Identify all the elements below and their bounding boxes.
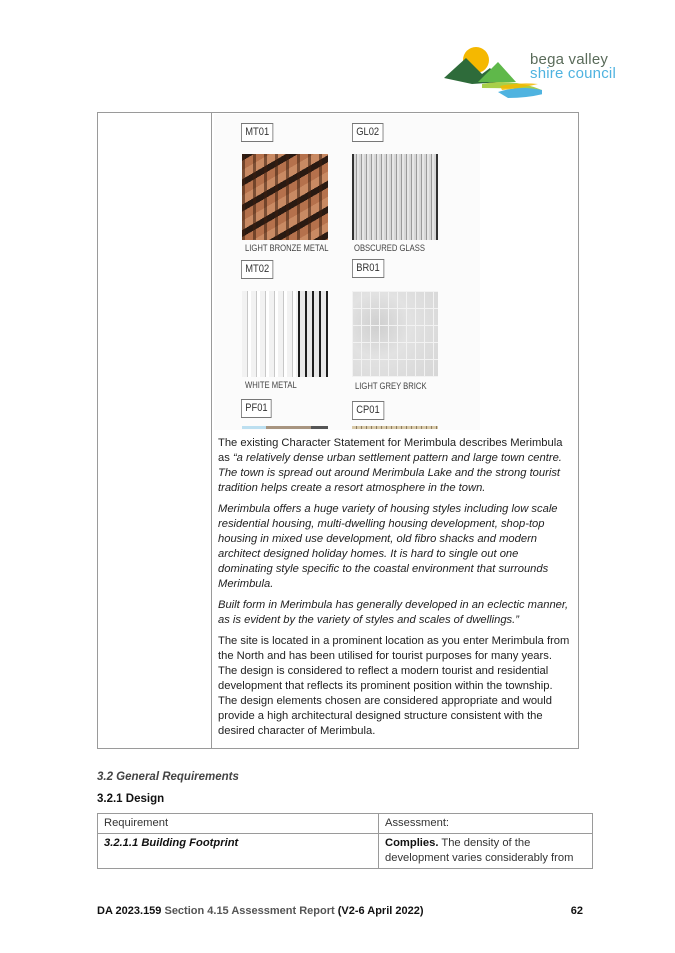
table-header-row <box>98 814 593 834</box>
requirements-table <box>97 813 593 869</box>
paragraph-housing-variety: Merimbula offers a huge variety of housing styles including low scale residential housing, multi-dwelling housing development, shop-top housing in mixed use development, old fibro shacks and modern architect designed holiday homes. It is hard to single out one dominating style specific to the coastal environment that surrounds Merimbula. <box>218 503 558 590</box>
header-assessment: Assessment: <box>379 814 593 834</box>
footer-version: (V2-6 April 2022) <box>337 905 424 917</box>
obscured-glass-swatch <box>352 154 438 240</box>
material-code-br01: BR01 <box>352 259 384 278</box>
landscape-logo-icon <box>442 38 542 106</box>
character-statement-table <box>97 112 579 749</box>
light-bronze-metal-swatch <box>242 154 328 240</box>
cp01-swatch-edge <box>352 426 438 429</box>
material-code-cp01: CP01 <box>352 401 384 420</box>
logo-text-bega-valley: bega valley <box>530 51 609 68</box>
compliance-status: Complies. <box>385 837 439 849</box>
pf01-swatch-edge <box>242 426 328 429</box>
quote-text: “a relatively dense urban settlement pattern and large town centre. The town is spread out around Merimbula Lake and the strong tourist tradition helps create a resort atmosphere in the town. <box>218 452 562 494</box>
material-code-mt01: MT01 <box>241 123 273 142</box>
paragraph-character-statement: The existing Character Statement for Merimbula describes Merimbula as “a relatively dense urban settlement pattern and large town centre. The town is spread out around Merimbula Lake and the strong tourist tradition helps create a resort atmosphere in the town. <box>218 437 563 494</box>
footer-title: Section 4.15 Assessment Report <box>161 905 338 917</box>
materials-palette-image <box>214 114 480 430</box>
paragraph-built-form: Built form in Merimbula has generally developed in an eclectic manner, as is evident by the variety of styles and scales of dwellings.” <box>218 599 569 626</box>
light-grey-brick-swatch <box>352 291 438 377</box>
header-requirement: Requirement <box>98 814 379 834</box>
material-caption: LIGHT GREY BRICK <box>355 381 427 391</box>
character-statement-text <box>218 436 574 745</box>
material-caption: OBSCURED GLASS <box>354 243 426 253</box>
page-footer <box>97 905 583 917</box>
section-heading: 3.2 General Requirements <box>97 771 239 783</box>
logo-text-shire-council: shire council <box>530 65 616 82</box>
footer-doc-id: DA 2023.159 <box>97 905 162 917</box>
assessment-cell: Complies. The density of the development varies considerably from <box>379 834 593 869</box>
paragraph-site-assessment: The site is located in a prominent location as you enter Merimbula from the North and has been utilised for tourist purposes for many years. The design is considered to reflect a modern tourist and residential development that reflects its prominent position within the township. The design elements chosen are considered appropriate and would provide a high architectural designed structure consistent with the desired character of Merimbula. <box>218 635 570 737</box>
page-number: 62 <box>570 905 583 917</box>
material-code-pf01: PF01 <box>241 399 272 418</box>
requirement-cell: 3.2.1.1 Building Footprint <box>98 834 379 869</box>
material-caption: WHITE METAL <box>245 380 297 390</box>
material-code-gl02: GL02 <box>352 123 383 142</box>
material-caption: LIGHT BRONZE METAL <box>245 243 329 253</box>
white-metal-swatch <box>242 291 328 377</box>
council-logo <box>442 38 632 106</box>
material-code-mt02: MT02 <box>241 260 273 279</box>
column-divider <box>211 113 212 748</box>
table-row <box>98 834 593 869</box>
subsection-heading: 3.2.1 Design <box>97 793 165 805</box>
